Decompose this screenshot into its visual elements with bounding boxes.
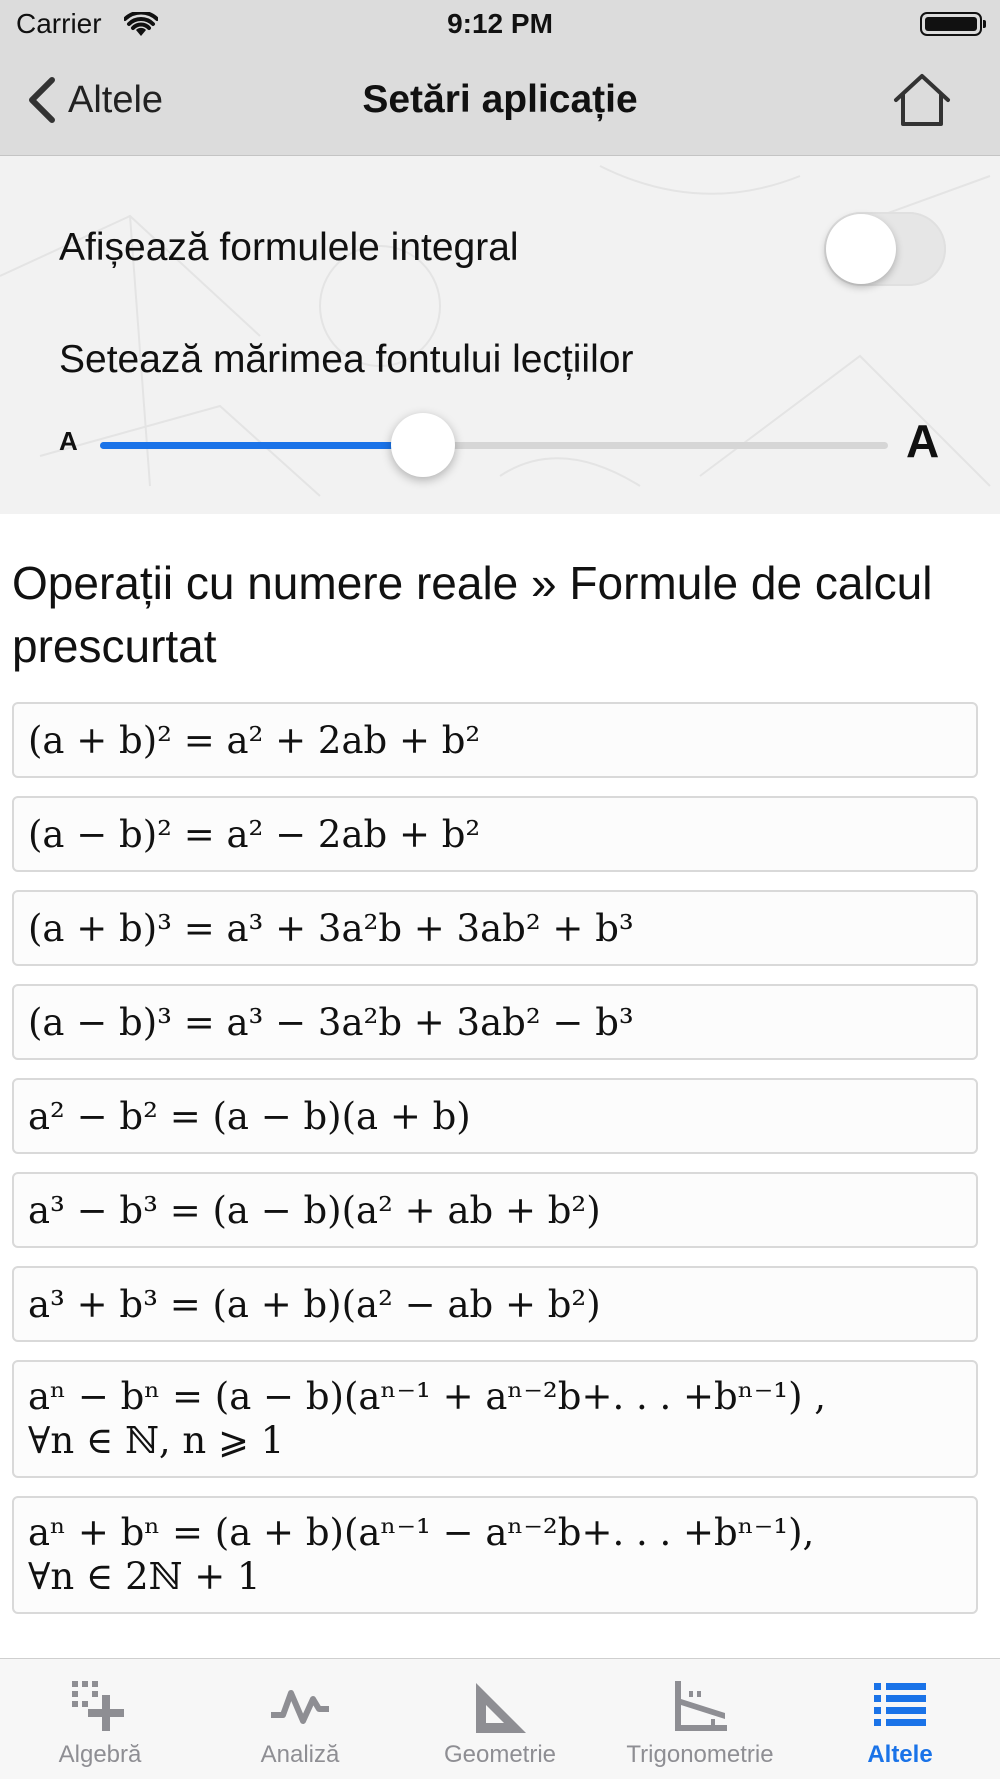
- slider-fill: [100, 442, 423, 449]
- formula-card[interactable]: [12, 1496, 978, 1614]
- tab-label: Geometrie: [443, 1741, 557, 1768]
- formula-text: (a + b)³ = a³ + 3a²b + 3ab² + b³: [28, 906, 634, 950]
- tab-algebra[interactable]: [0, 1659, 200, 1779]
- formula-text: (a − b)² = a² − 2ab + b²: [28, 812, 481, 856]
- list-icon: [872, 1679, 928, 1729]
- formula-card[interactable]: [12, 890, 978, 966]
- formula-text: a³ + b³ = (a + b)(a² − ab + b²): [28, 1282, 601, 1326]
- formula-text: aⁿ − bⁿ = (a − b)(aⁿ⁻¹ + aⁿ⁻²b+. . . +bⁿ⁻¹) , ∀n ∈ ℕ, n ⩾ 1: [28, 1375, 827, 1462]
- home-icon[interactable]: [892, 70, 952, 130]
- math-background-pattern: [0, 156, 1000, 514]
- font-large-indicator: A: [906, 415, 940, 467]
- section-title: Operații cu numere reale » Formule de calcul prescurtat: [12, 557, 933, 672]
- tab-label: Trigonometrie: [626, 1741, 774, 1768]
- formula-card[interactable]: [12, 1172, 978, 1248]
- formula-card[interactable]: [12, 1078, 978, 1154]
- formula-text: (a + b)² = a² + 2ab + b²: [28, 718, 481, 762]
- analysis-icon: [269, 1679, 331, 1733]
- formula-card[interactable]: [12, 984, 978, 1060]
- formula-text: a² − b² = (a − b)(a + b): [28, 1094, 471, 1138]
- tab-analysis[interactable]: [200, 1659, 400, 1779]
- trigonometry-icon: [671, 1679, 729, 1733]
- algebra-icon: [70, 1679, 130, 1733]
- tab-geometry[interactable]: [400, 1659, 600, 1779]
- carrier-label: Carrier: [16, 8, 102, 39]
- show-full-formulas-switch[interactable]: [824, 212, 946, 286]
- battery-icon: [920, 12, 982, 36]
- tab-label: Analiză: [260, 1741, 340, 1768]
- tab-label: Altele: [867, 1741, 933, 1768]
- back-button-label: Altele: [68, 78, 164, 121]
- tab-label: Algebră: [58, 1741, 142, 1768]
- formula-text: (a − b)³ = a³ − 3a²b + 3ab² − b³: [28, 1000, 634, 1044]
- formula-text: a³ − b³ = (a − b)(a² + ab + b²): [28, 1188, 601, 1232]
- status-time: 9:12 PM: [447, 8, 553, 39]
- formula-card[interactable]: [12, 1266, 978, 1342]
- font-size-slider[interactable]: [100, 439, 888, 451]
- slider-thumb[interactable]: [391, 413, 455, 477]
- tab-bar: [0, 1658, 1000, 1779]
- formula-text: aⁿ + bⁿ = (a + b)(aⁿ⁻¹ − aⁿ⁻²b+. . . +bⁿ⁻¹), ∀n ∈ 2ℕ + 1: [28, 1511, 815, 1598]
- geometry-icon: [472, 1679, 528, 1735]
- navigation-bar: [0, 0, 1000, 156]
- formula-card[interactable]: [12, 1360, 978, 1478]
- page-title: Setări aplicație: [362, 78, 638, 121]
- tab-trigonometry[interactable]: [600, 1659, 800, 1779]
- formula-card[interactable]: [12, 796, 978, 872]
- tab-others[interactable]: [800, 1659, 1000, 1779]
- font-small-indicator: A: [59, 426, 78, 456]
- settings-panel: [0, 156, 1000, 514]
- font-size-label: Setează mărimea fontului lecțiilor: [59, 338, 634, 381]
- switch-knob: [826, 214, 896, 284]
- formula-list: [12, 702, 978, 1632]
- show-full-formulas-label: Afișează formulele integral: [59, 226, 519, 269]
- formula-card[interactable]: [12, 702, 978, 778]
